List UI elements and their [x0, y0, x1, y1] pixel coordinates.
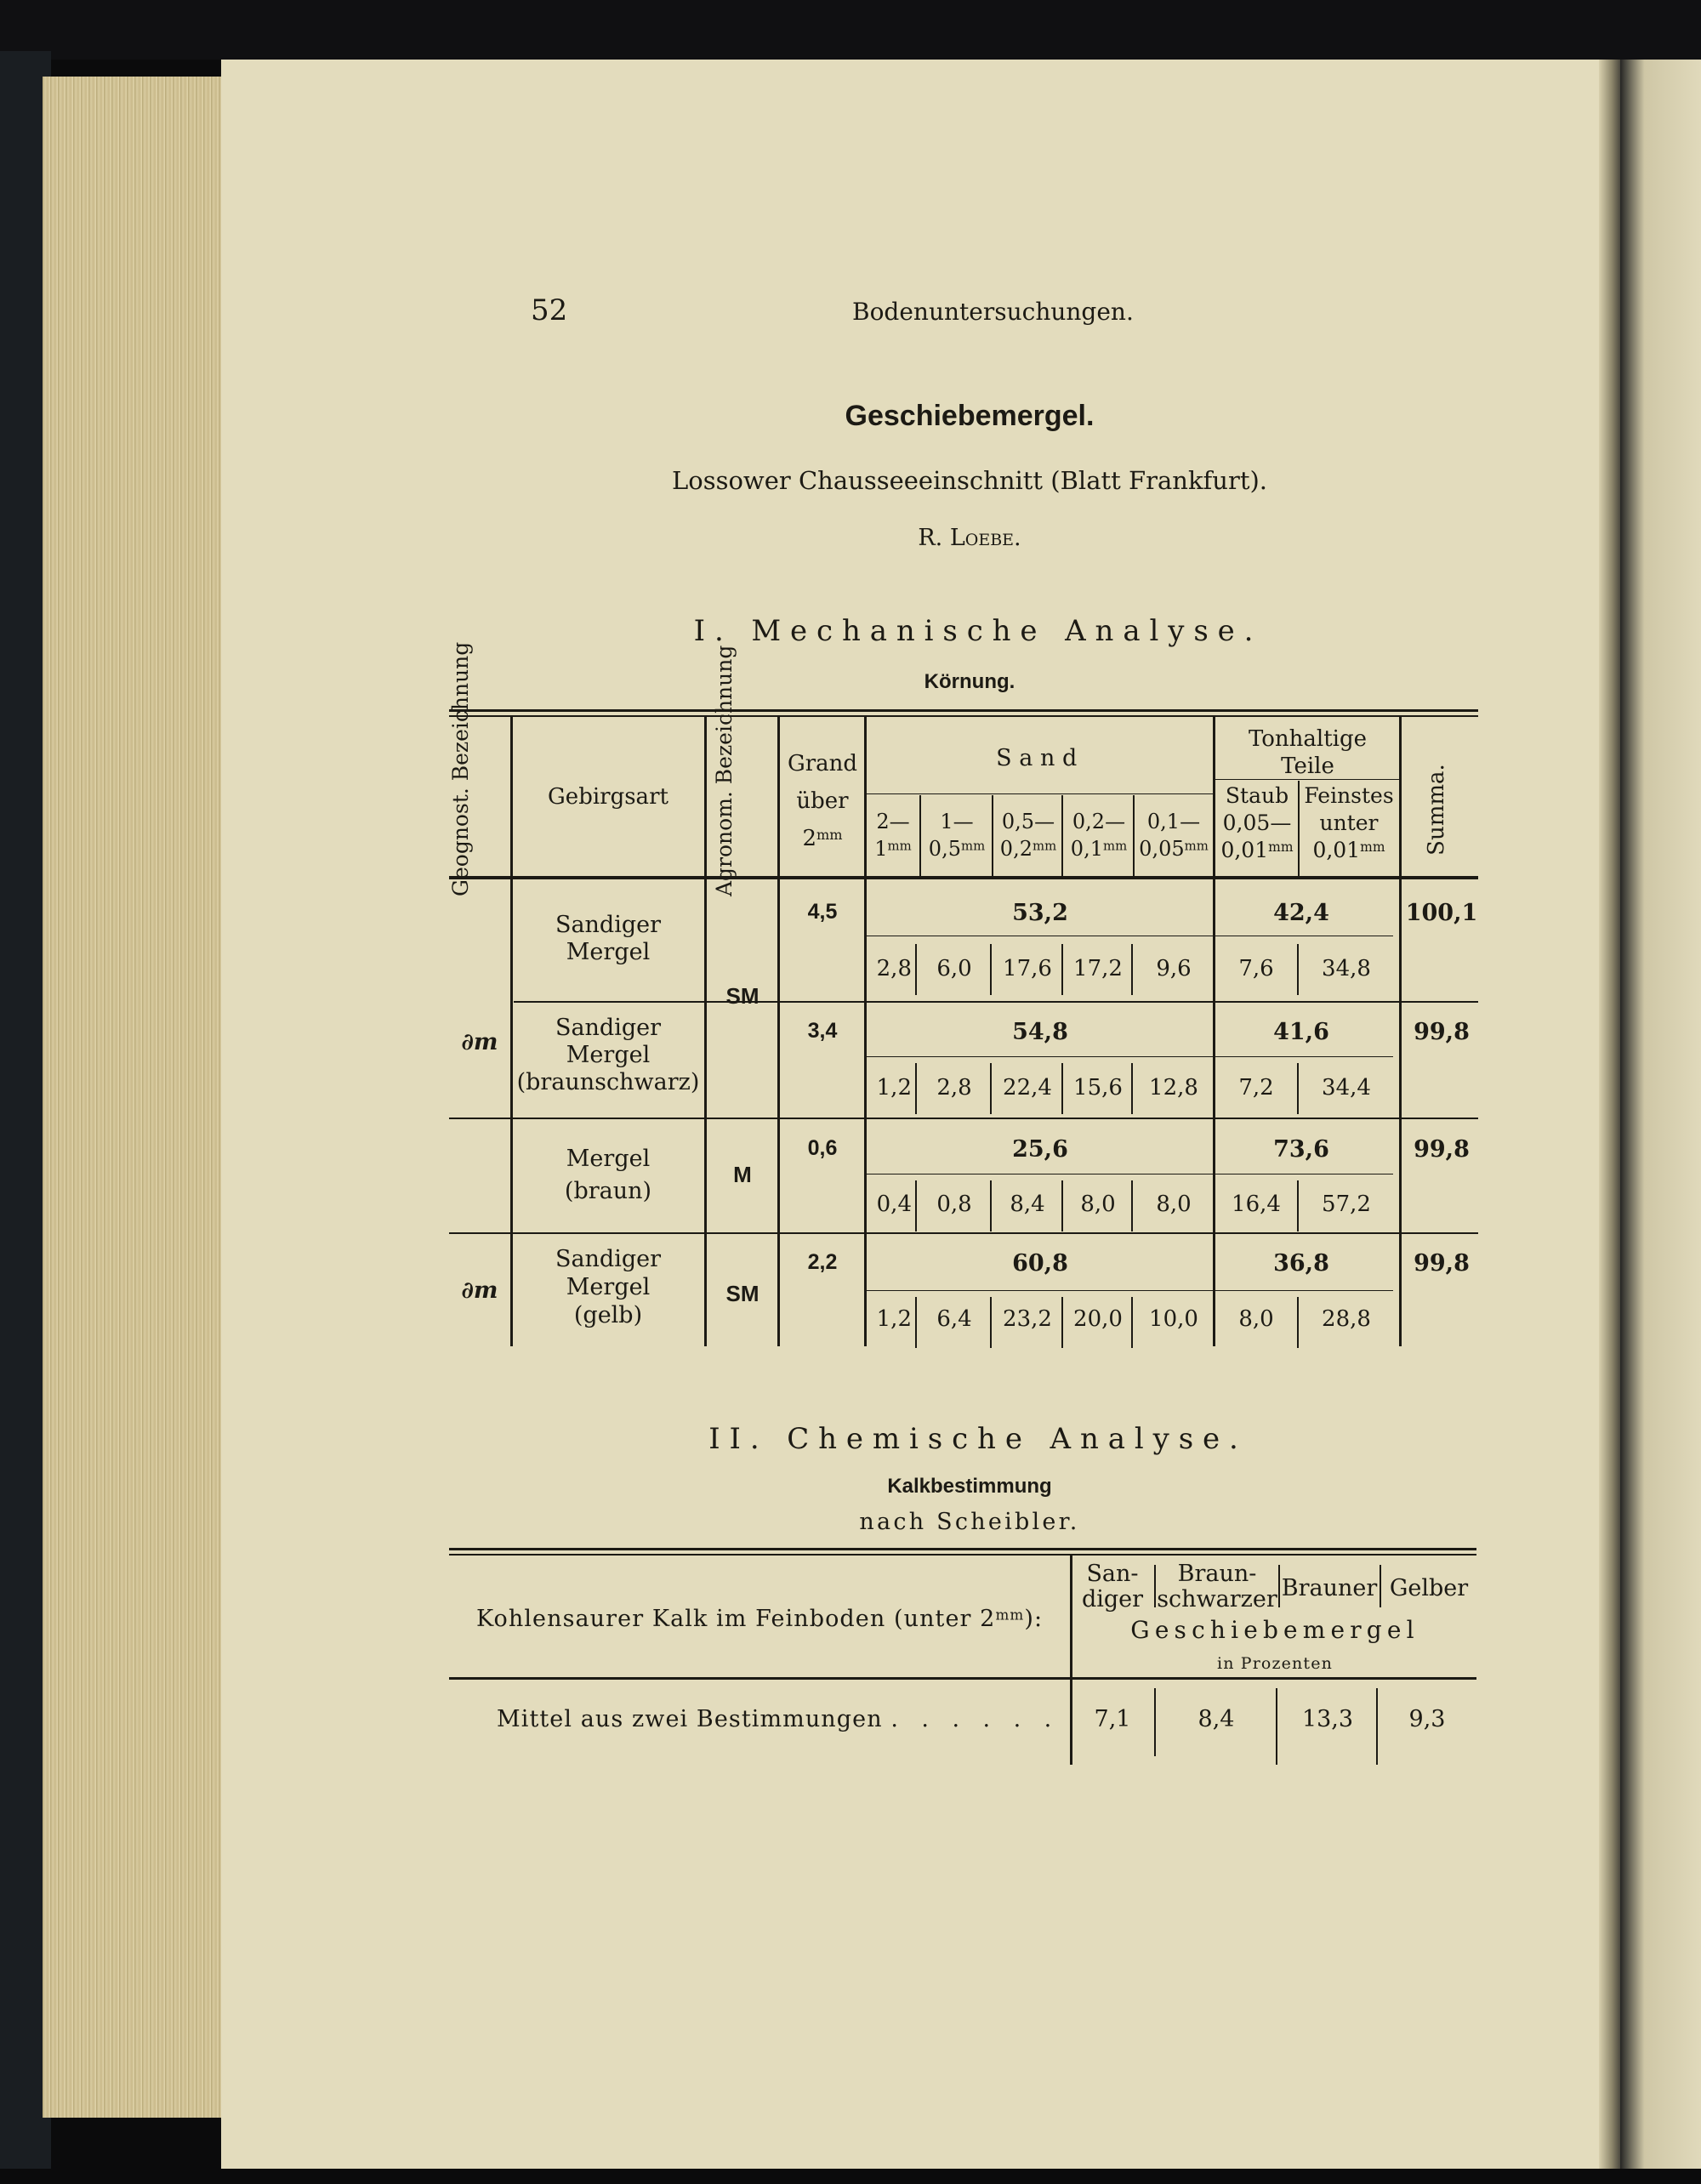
row2-sand-4: 15,6	[1073, 1075, 1123, 1101]
row3-sand-5: 8,0	[1156, 1192, 1192, 1217]
row3-agronom: M	[733, 1162, 752, 1187]
row1-grand: 4,5	[807, 900, 838, 924]
row4-sand-4: 20,0	[1073, 1306, 1123, 1332]
kalk-value-sandiger: 7,1	[1094, 1706, 1131, 1732]
row3-sand-4: 8,0	[1080, 1192, 1116, 1217]
row4-ton-total: 36,8	[1273, 1250, 1329, 1277]
row2-geognost: ∂m	[461, 1029, 498, 1055]
row4-staub: 8,0	[1238, 1306, 1274, 1332]
row3-gebirgsart: Mergel (braun)	[564, 1146, 652, 1204]
sand-fraction-3: 0,5— $0,2^{mm}$	[999, 810, 1057, 861]
row12-agronom: SM	[725, 983, 759, 1009]
kalk-data-label: Mittel aus zwei Bestimmungen . . . . . .	[497, 1706, 1060, 1732]
section2-heading: II. Chemische Analyse.	[708, 1422, 1248, 1456]
book-page	[221, 60, 1599, 2169]
col-header-summa: Summa.	[1424, 764, 1449, 856]
kalk-col-braunschwarzer: Braun- schwarzer	[1157, 1561, 1277, 1612]
col-header-sand: Sand	[996, 745, 1084, 771]
background-dark	[0, 0, 1701, 60]
page-edges	[43, 77, 230, 2118]
row4-feinstes: 28,8	[1322, 1306, 1371, 1332]
row2-summa: 99,8	[1414, 1019, 1470, 1045]
row4-sand-5: 10,0	[1149, 1306, 1198, 1332]
section2-subheading2: nach Scheibler.	[859, 1509, 1080, 1535]
row4-sand-2: 6,4	[936, 1306, 972, 1332]
kalk-value-brauner: 13,3	[1301, 1706, 1354, 1732]
row3-sand-2: 0,8	[936, 1192, 972, 1217]
row1-ton-total: 42,4	[1273, 900, 1329, 926]
row2-sand-5: 12,8	[1149, 1075, 1198, 1101]
kalk-unit-label: in Prozenten	[1217, 1654, 1333, 1673]
row2-gebirgsart: Sandiger Mergel (braunschwarz)	[516, 1015, 700, 1095]
kalk-value-gelber: 9,3	[1408, 1706, 1446, 1732]
kalk-group-label: Geschiebemergel	[1130, 1616, 1419, 1644]
row3-staub: 16,4	[1232, 1192, 1281, 1217]
col-header-agronom: Agronom. Bezeichnung	[712, 645, 737, 896]
col-header-gebirgsart: Gebirgsart	[548, 784, 668, 810]
sand-fraction-1: 2— $1^{mm}$	[874, 810, 912, 861]
col-header-geognost: Geognost. Bezeichnung	[448, 641, 473, 896]
kalk-col-brauner: Brauner	[1281, 1575, 1378, 1601]
row4-sand-total: 60,8	[1012, 1250, 1068, 1277]
section2-subheading: Kalkbestimmung	[887, 1475, 1052, 1498]
row3-sand-total: 25,6	[1012, 1136, 1068, 1163]
row2-sand-2: 2,8	[936, 1075, 972, 1101]
row2-staub: 7,2	[1238, 1075, 1274, 1101]
row3-sand-1: 0,4	[876, 1192, 912, 1217]
row4-summa: 99,8	[1414, 1250, 1470, 1277]
running-title: Bodenuntersuchungen.	[852, 298, 1134, 326]
col-header-grand: Grand über $2^{mm}$	[787, 751, 858, 851]
sand-fraction-4: 0,2— $0,1^{mm}$	[1070, 810, 1128, 861]
row2-ton-total: 41,6	[1273, 1019, 1329, 1045]
author: R. Loebe.	[918, 525, 1021, 551]
row2-grand: 3,4	[807, 1019, 838, 1043]
document-title: Geschiebemergel.	[845, 400, 1095, 432]
row4-sand-1: 1,2	[876, 1306, 912, 1332]
col-header-tonhaltige: Tonhaltige Teile	[1248, 726, 1368, 779]
row3-grand: 0,6	[807, 1136, 838, 1160]
section1-subheading: Körnung.	[924, 670, 1015, 693]
row4-sand-3: 23,2	[1003, 1306, 1052, 1332]
row1-sand-total: 53,2	[1012, 900, 1068, 926]
facing-page-edge	[1620, 60, 1701, 2169]
row1-feinstes: 34,8	[1322, 956, 1371, 981]
row2-feinstes: 34,4	[1322, 1075, 1371, 1101]
kalk-row-label: Kohlensaurer Kalk im Feinboden (unter $2^{mm}$):	[476, 1606, 1044, 1632]
kalk-value-braunschwarzer: 8,4	[1198, 1706, 1235, 1732]
row4-geognost: ∂m	[461, 1277, 498, 1304]
row2-sand-3: 22,4	[1003, 1075, 1052, 1101]
sand-fraction-5: 0,1— $0,05^{mm}$	[1139, 810, 1209, 861]
row3-sand-3: 8,4	[1010, 1192, 1045, 1217]
kalk-col-gelber: Gelber	[1389, 1575, 1469, 1601]
col-header-staub: Staub 0,05— $0,01^{mm}$	[1220, 783, 1294, 862]
row1-staub: 7,6	[1238, 956, 1274, 981]
row4-grand: 2,2	[807, 1250, 838, 1274]
row1-sand-1: 2,8	[876, 956, 912, 981]
row3-summa: 99,8	[1414, 1136, 1470, 1163]
row1-gebirgsart: Sandiger Mergel	[555, 912, 662, 965]
row1-sand-2: 6,0	[936, 956, 972, 981]
page-number: 52	[531, 293, 568, 327]
row4-agronom: SM	[725, 1281, 759, 1306]
row2-sand-total: 54,8	[1012, 1019, 1068, 1045]
col-header-feinstes: Feinstes unter $0,01^{mm}$	[1304, 783, 1394, 862]
kalk-col-sandiger: San- diger	[1081, 1561, 1144, 1612]
row2-sand-1: 1,2	[876, 1075, 912, 1101]
row1-sand-3: 17,6	[1003, 956, 1052, 981]
row1-summa: 100,1	[1405, 900, 1478, 926]
section1-heading: I. Mechanische Analyse.	[693, 614, 1263, 648]
location-subtitle: Lossower Chausseeeinschnitt (Blatt Frankfurt).	[671, 466, 1268, 495]
row3-feinstes: 57,2	[1322, 1192, 1371, 1217]
sand-fraction-2: 1— $0,5^{mm}$	[928, 810, 986, 861]
row3-ton-total: 73,6	[1273, 1136, 1329, 1163]
row1-sand-5: 9,6	[1156, 956, 1192, 981]
row1-sand-4: 17,2	[1073, 956, 1123, 981]
row4-gebirgsart: Sandiger Mergel (gelb)	[555, 1246, 662, 1328]
